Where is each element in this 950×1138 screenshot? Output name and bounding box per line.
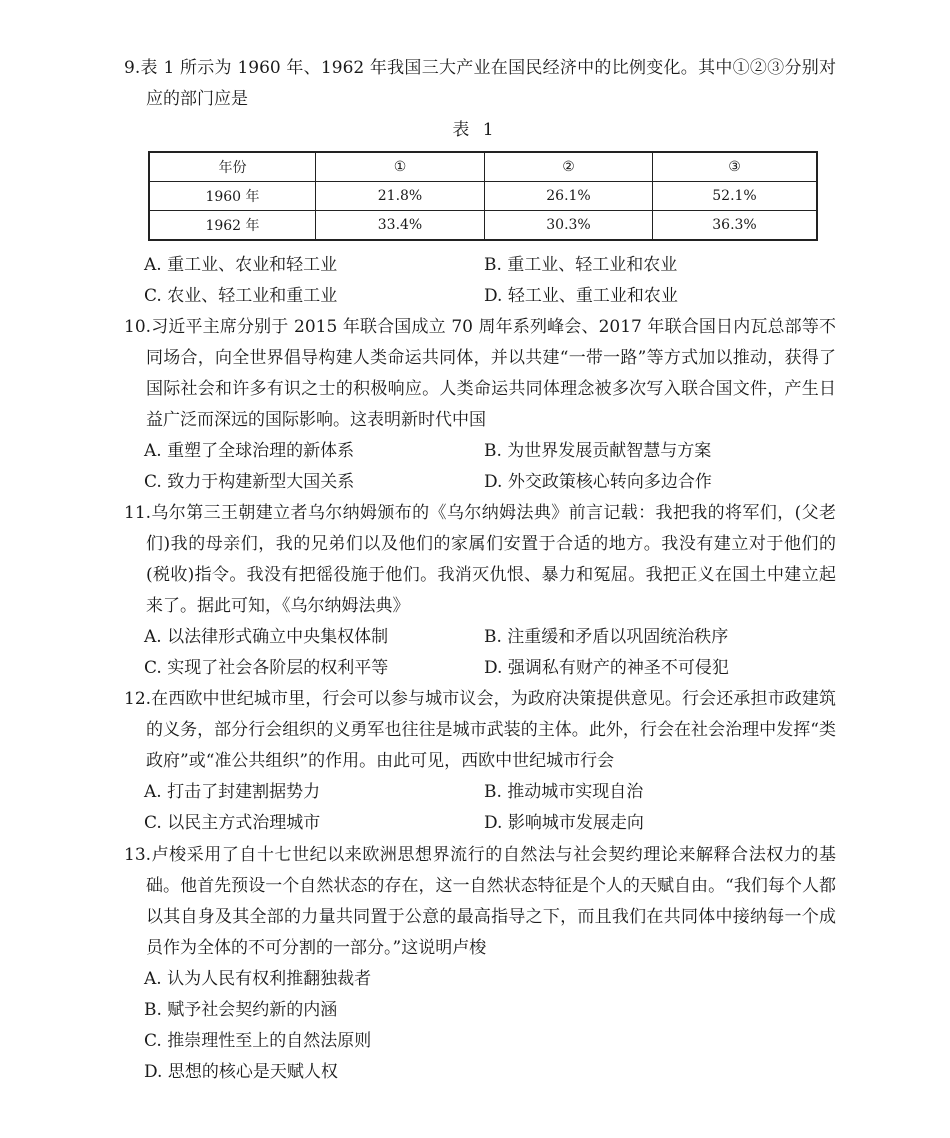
question-stem	[124, 53, 836, 115]
question-number: 10.	[124, 317, 152, 337]
question-stem	[124, 312, 836, 436]
question-12	[124, 684, 836, 839]
option-d[interactable]: D. 外交政策核心转向多边合作	[484, 472, 712, 492]
stem-text: 习近平主席分别于 2015 年联合国成立 70 周年系列峰会、2017 年联合国日内瓦总部等不同场合，向全世界倡导构建人类命运共同体，并以共建“一带一路”等方式加以推动，获得了国际社会和许多有识之士的积极响应。人类命运共同体理念被多次写入联合国文件，产生日益广泛而深远的国际影响。这表明新时代中国	[146, 317, 836, 430]
question-9	[124, 53, 836, 115]
options-grid	[124, 777, 836, 839]
option-b[interactable]: B. 推动城市实现自治	[484, 782, 644, 802]
question-number: 13.	[124, 845, 152, 865]
option-a[interactable]: A. 以法律形式确立中央集权体制	[144, 627, 389, 647]
question-stem	[124, 684, 836, 777]
stem-text: 在西欧中世纪城市里，行会可以参与城市议会，为政府决策提供意见。行会还承担市政建筑的义务，部分行会组织的义勇军也往往是城市武装的主体。此外，行会在社会治理中发挥“类政府”或“准公共组织”的作用。由此可见，西欧中世纪城市行会	[146, 689, 836, 771]
table-cell: 52.1%	[653, 182, 818, 211]
options-grid	[124, 622, 836, 684]
table-cell: 33.4%	[316, 211, 485, 241]
question-13	[124, 840, 836, 1088]
stem-text: 乌尔第三王朝建立者乌尔纳姆颁布的《乌尔纳姆法典》前言记载：我把我的将军们，(父老们)我的母亲们，我的兄弟们以及他们的家属们安置于合适的地方。我没有建立对于他们的(税收)指令。我没有把徭役施于他们。我消灭仇恨、暴力和冤屈。我把正义在国土中建立起来了。据此可知，《乌尔纳姆法典》	[146, 503, 836, 616]
options-grid	[124, 436, 836, 498]
option-a[interactable]: A. 重工业、农业和轻工业	[144, 255, 338, 275]
table-cell: 30.3%	[485, 211, 653, 241]
table-cell: 1960 年	[149, 182, 316, 211]
question-11	[124, 498, 836, 684]
data-table	[148, 151, 818, 241]
options-grid	[124, 250, 836, 312]
option-c[interactable]: C. 农业、轻工业和重工业	[144, 286, 338, 306]
question-stem	[124, 840, 836, 964]
option-d[interactable]: D. 思想的核心是天赋人权	[144, 1062, 338, 1082]
header-cell-year: 年份	[149, 152, 316, 182]
header-cell-2: ②	[485, 152, 653, 182]
question-number: 11.	[124, 503, 152, 523]
question-stem	[124, 498, 836, 622]
table-cell: 1962 年	[149, 211, 316, 241]
table-row	[149, 182, 817, 211]
option-c[interactable]: C. 推崇理性至上的自然法原则	[144, 1031, 372, 1051]
option-b[interactable]: B. 重工业、轻工业和农业	[484, 255, 678, 275]
header-cell-1: ①	[316, 152, 485, 182]
options-list	[124, 964, 836, 1088]
option-c[interactable]: C. 以民主方式治理城市	[144, 813, 321, 833]
option-a[interactable]: A. 打击了封建割据势力	[144, 782, 321, 802]
table-row	[149, 211, 817, 241]
stem-text: 卢梭采用了自十七世纪以来欧洲思想界流行的自然法与社会契约理论来解释合法权力的基础。他首先预设一个自然状态的存在，这一自然状态特征是个人的天赋自由。“我们每个人都以其自身及其全部的力量共同置于公意的最高指导之下，而且我们在共同体中接纳每一个成员作为全体的不可分割的一部分。”这说明卢梭	[146, 845, 836, 958]
option-a[interactable]: A. 重塑了全球治理的新体系	[144, 441, 355, 461]
question-number: 12.	[124, 689, 152, 709]
header-cell-3: ③	[653, 152, 818, 182]
table-cell: 36.3%	[653, 211, 818, 241]
option-c[interactable]: C. 致力于构建新型大国关系	[144, 472, 355, 492]
option-b[interactable]: B. 注重缓和矛盾以巩固统治秩序	[484, 627, 729, 647]
option-b[interactable]: B. 赋予社会契约新的内涵	[144, 1000, 338, 1020]
option-d[interactable]: D. 强调私有财产的神圣不可侵犯	[484, 658, 729, 678]
option-a[interactable]: A. 认为人民有权利推翻独裁者	[144, 969, 372, 989]
question-9-options	[124, 250, 836, 312]
table-cell: 26.1%	[485, 182, 653, 211]
table-cell: 21.8%	[316, 182, 485, 211]
table-caption: 表 1	[452, 120, 498, 140]
option-d[interactable]: D. 影响城市发展走向	[484, 813, 644, 833]
question-number: 9.	[124, 58, 141, 78]
question-10	[124, 312, 836, 498]
stem-text: 表 1 所示为 1960 年、1962 年我国三大产业在国民经济中的比例变化。其中①②③分别对应的部门应是	[140, 58, 836, 109]
option-b[interactable]: B. 为世界发展贡献智慧与方案	[484, 441, 712, 461]
option-d[interactable]: D. 轻工业、重工业和农业	[484, 286, 678, 306]
table-header-row	[149, 152, 817, 182]
option-c[interactable]: C. 实现了社会各阶层的权利平等	[144, 658, 389, 678]
